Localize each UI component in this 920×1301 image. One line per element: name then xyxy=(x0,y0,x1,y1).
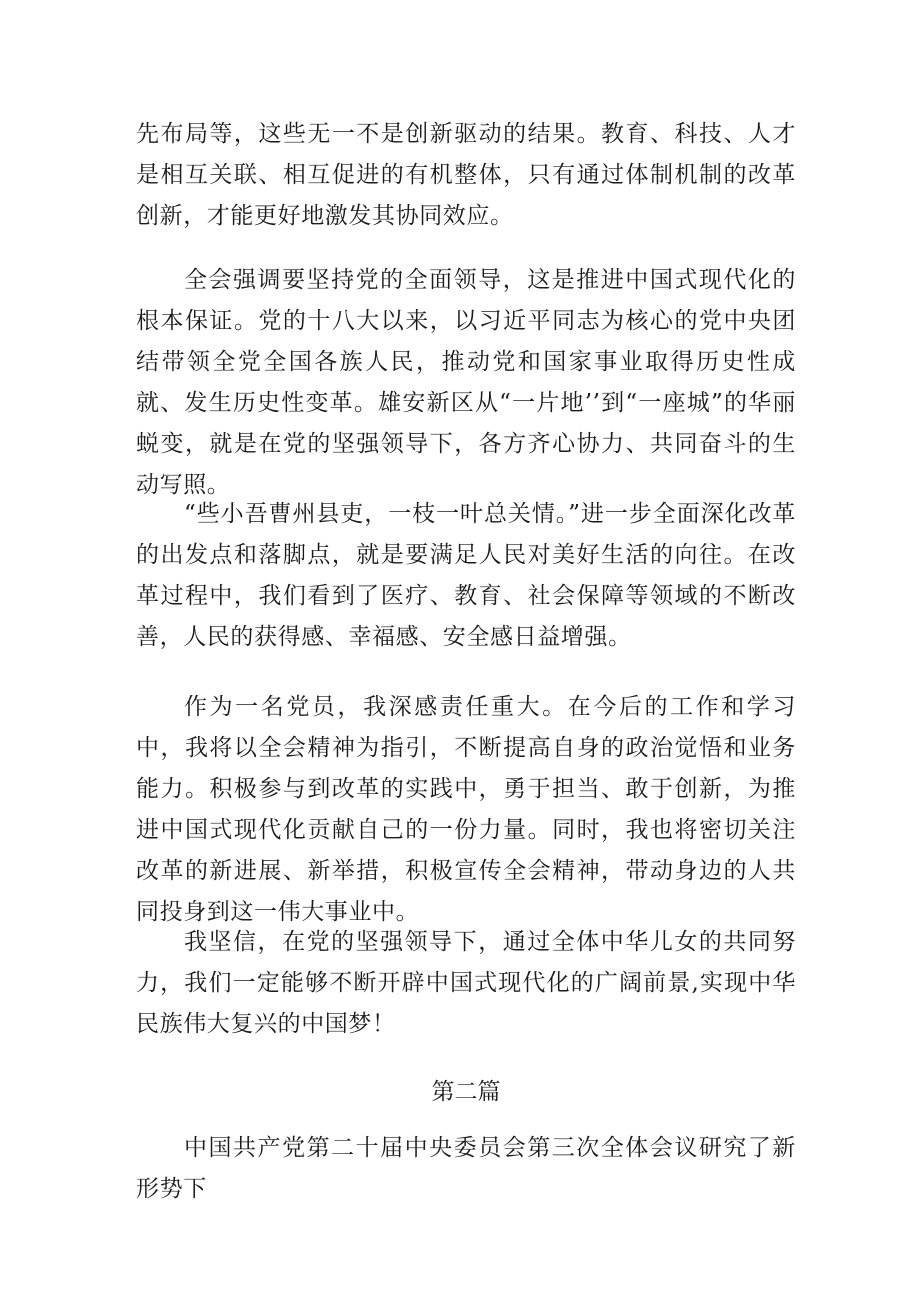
paragraph-people-wellbeing: “些小吾曹州县吏，一枝一叶总关情。”进一步全面深化改革的出发点和落脚点，就是要满足人民对美好生活的向往。在改革过程中，我们看到了医疗、教育、社会保障等领域的不断改善，人民的获得感、幸福感、安全感日益增强。 xyxy=(136,501,796,650)
paragraph-party-leadership: 全会强调要坚持党的全面领导，这是推进中国式现代化的根本保证。党的十八大以来，以习近平同志为核心的党中央团结带领全党全国各族人民，推动党和国家事业取得历史性成就、发生历史性变革。雄安新区从“一片地’’到“一座城”的华丽蜕变，就是在党的坚强领导下，各方齐心协力、共同奋斗的生动写照。 xyxy=(136,267,796,498)
document-page xyxy=(136,0,796,1301)
paragraph-continuation: 先布局等，这些无一不是创新驱动的结果。教育、科技、人才是相互关联、相互促进的有机整体，只有通过体制机制的改革创新，才能更好地激发其协同效应。 xyxy=(136,121,796,229)
paragraph-section-two-start: 中国共产党第二十届中央委员会第三次全体会议研究了新形势下 xyxy=(136,1135,796,1202)
section-title: 第二篇 xyxy=(431,1079,501,1105)
paragraph-conclusion: 我坚信，在党的坚强领导下，通过全体中华儿女的共同努力，我们一定能够不断开辟中国式现代化的广阔前景,实现中华民族伟大复兴的中国梦！ xyxy=(136,929,796,1037)
paragraph-party-member-duty: 作为一名党员，我深感责任重大。在今后的工作和学习中，我将以全会精神为指引，不断提高自身的政治觉悟和业务能力。积极参与到改革的实践中，勇于担当、敢于创新，为推进中国式现代化贡献自己的一份力量。同时，我也将密切关注改革的新进展、新举措，积极宣传全会精神，带动身边的人共同投身到这一伟大事业中。 xyxy=(136,694,796,925)
